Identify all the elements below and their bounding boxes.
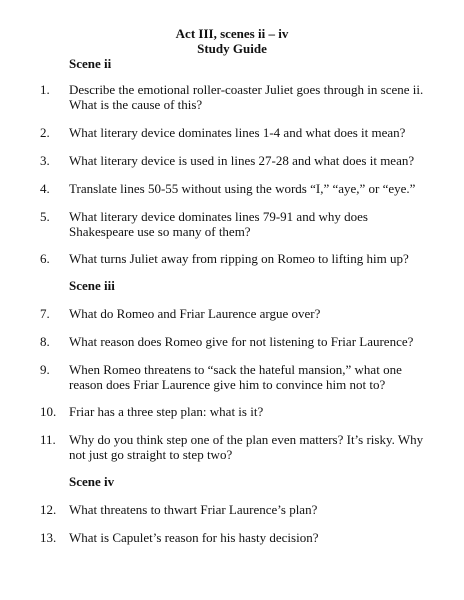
page-subtitle: Study Guide [197, 41, 267, 56]
section-heading-scene-iii: Scene iii [69, 278, 115, 293]
question-text: What literary device dominates lines 1-4 and what does it mean? [69, 125, 406, 140]
question-number: 5. [40, 209, 50, 224]
question-number: 3. [40, 153, 50, 168]
question-text: Why do you think step one of the plan even matters? It’s risky. Why not just go straight to step two? [69, 432, 424, 462]
question-text: What is Capulet’s reason for his hasty decision? [69, 530, 319, 545]
question-number: 4. [40, 181, 50, 196]
page-title: Act III, scenes ii – iv [175, 26, 289, 41]
question-text: Friar has a three step plan: what is it? [69, 404, 264, 419]
question-number: 2. [40, 125, 50, 140]
question-number: 7. [40, 306, 50, 321]
question-number: 9. [40, 362, 50, 377]
question-number: 8. [40, 334, 50, 349]
question-text: When Romeo threatens to “sack the hateful mansion,” what one reason does Friar Laurence give him to convince him not to? [69, 362, 402, 392]
question-text: What threatens to thwart Friar Laurence’s plan? [69, 502, 318, 517]
question-number: 12. [40, 502, 57, 517]
question-number: 13. [40, 530, 57, 545]
question-text: What reason does Romeo give for not listening to Friar Laurence? [69, 334, 414, 349]
section-heading-scene-iv: Scene iv [69, 474, 115, 489]
section-heading-scene-ii: Scene ii [69, 56, 112, 71]
question-text: What literary device dominates lines 79-91 and why does Shakespeare use so many of them? [69, 209, 368, 239]
question-number: 1. [40, 82, 50, 97]
question-text: What literary device is used in lines 27-28 and what does it mean? [69, 153, 415, 168]
question-number: 10. [40, 404, 57, 419]
question-text: Translate lines 50-55 without using the words “I,” “aye,” or “eye.” [69, 181, 416, 196]
question-text: Describe the emotional roller-coaster Juliet goes through in scene ii. What is the cause of this? [69, 82, 424, 112]
question-number: 11. [40, 432, 56, 447]
question-text: What do Romeo and Friar Laurence argue over? [69, 306, 321, 321]
question-number: 6. [40, 251, 50, 266]
question-text: What turns Juliet away from ripping on Romeo to lifting him up? [69, 251, 409, 266]
